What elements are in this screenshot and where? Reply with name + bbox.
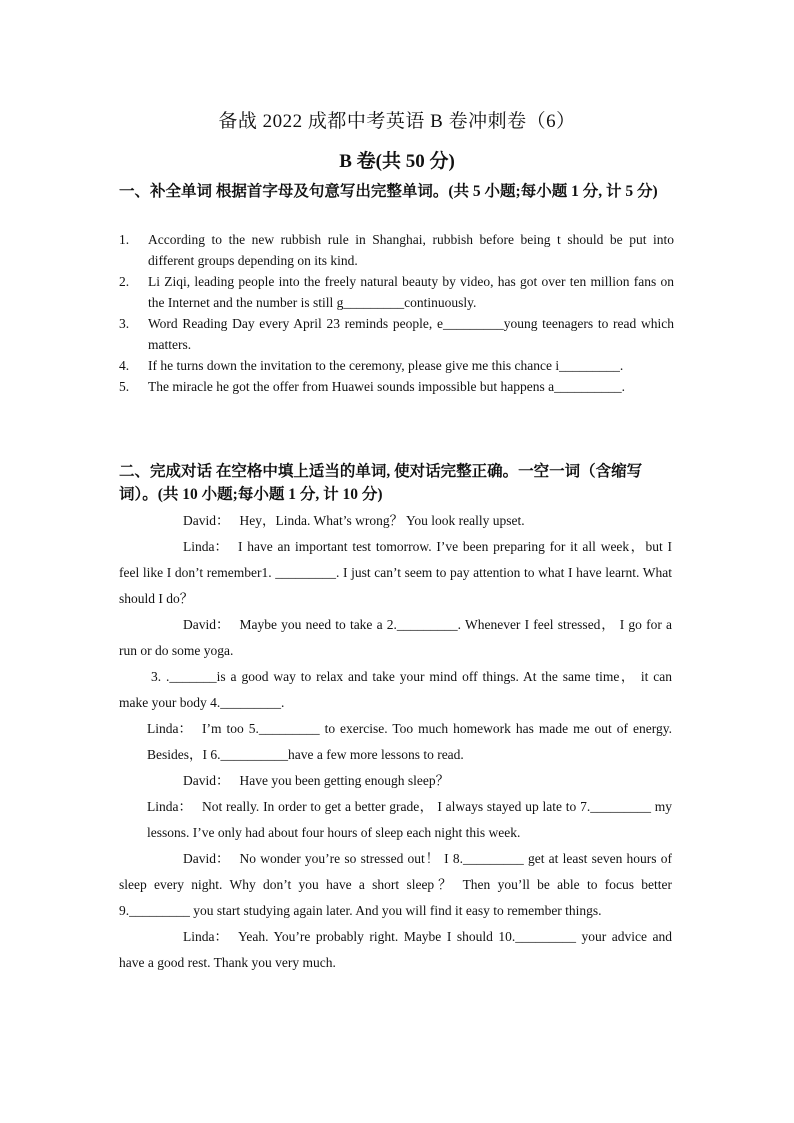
question-text: Li Ziqi, leading people into the freely natural beauty by video, has got over ten million fans on the Internet and the number is still g_________continuously. bbox=[148, 274, 674, 310]
document-title: 备战 2022 成都中考英语 B 卷冲刺卷（6） bbox=[218, 111, 576, 132]
dialogue-line bbox=[119, 846, 672, 924]
question-item bbox=[119, 355, 674, 376]
dialogue-text: Maybe you need to take a 2._________. Whenever I feel stressed， I go for a run or do some yoga. bbox=[119, 617, 672, 658]
question-item bbox=[119, 229, 674, 271]
dialogue-line bbox=[119, 612, 672, 664]
dialogue-line bbox=[119, 716, 672, 768]
dialogue-text: Not really. In order to get a better grade， I always stayed up late to 7._________ my lessons. I’ve only had about four hours of sleep each night this week. bbox=[147, 799, 672, 840]
question-text: If he turns down the invitation to the ceremony, please give me this chance i_________. bbox=[148, 358, 624, 373]
section2-heading: 二、完成对话 在空格中填上适当的单词, 使对话完整正确。一空一词（含缩写词）。(共 10 小题;每小题 1 分, 计 10 分) bbox=[119, 463, 643, 503]
question-number: 2. bbox=[119, 274, 130, 289]
dialogue-line bbox=[119, 534, 672, 612]
dialogue-text: 3. ._______is a good way to relax and take your mind off things. At the same time， it can make your body 4._________. bbox=[119, 669, 672, 710]
question-number: 1. bbox=[119, 232, 130, 247]
dialogue-speaker: David： bbox=[183, 851, 230, 866]
question-item bbox=[119, 271, 674, 313]
dialogue-text: Yeah. You’re probably right. Maybe I should 10._________ your advice and have a good rest. Thank you very much. bbox=[119, 929, 672, 970]
section1-question-list bbox=[119, 229, 674, 397]
dialogue-speaker: David： bbox=[183, 513, 230, 528]
question-item bbox=[119, 313, 674, 355]
dialogue-line bbox=[119, 768, 672, 794]
dialogue-speaker: Linda： bbox=[147, 799, 192, 814]
dialogue-text: No wonder you’re so stressed out！ I 8._________ get at least seven hours of sleep every night. Why don’t you have a short sleep？ Then you’ll be able to focus better 9._________ you start studying again later. And you will find it easy to remember things. bbox=[119, 851, 672, 918]
section1-heading: 一、补全单词 根据首字母及句意写出完整单词。(共 5 小题;每小题 1 分, 计 5 分) bbox=[119, 183, 658, 200]
question-number: 4. bbox=[119, 358, 130, 373]
dialogue-line bbox=[119, 794, 672, 846]
question-number: 3. bbox=[119, 316, 130, 331]
dialogue-text: I’m too 5._________ to exercise. Too much homework has made me out of energy. Besides，I 6.__________have a few more lessons to read. bbox=[147, 721, 672, 762]
dialogue-speaker: David： bbox=[183, 773, 230, 788]
dialogue-speaker: Linda： bbox=[183, 929, 228, 944]
dialogue-speaker: Linda： bbox=[183, 539, 228, 554]
dialogue-speaker: Linda： bbox=[147, 721, 192, 736]
dialogue-text: Hey，Linda. What’s wrong？ You look really upset. bbox=[239, 513, 525, 528]
question-item bbox=[119, 376, 674, 397]
dialogue-line bbox=[119, 664, 672, 716]
dialogue bbox=[119, 508, 672, 976]
question-text: Word Reading Day every April 23 reminds people, e_________young teenagers to read which matters. bbox=[148, 316, 674, 352]
question-text: According to the new rubbish rule in Shanghai, rubbish before being t should be put into different groups depending on its kind. bbox=[148, 232, 674, 268]
question-text: The miracle he got the offer from Huawei sounds impossible but happens a__________. bbox=[148, 379, 626, 394]
question-number: 5. bbox=[119, 379, 130, 394]
dialogue-text: I have an important test tomorrow. I’ve been preparing for it all week，but I feel like I don’t remember1. _________. I just can’t seem to pay attention to what I have learnt. What should I do？ bbox=[119, 539, 672, 606]
dialogue-speaker: David： bbox=[183, 617, 230, 632]
document-subtitle: B 卷(共 50 分) bbox=[339, 151, 455, 172]
dialogue-line bbox=[119, 508, 672, 534]
dialogue-line bbox=[119, 924, 672, 976]
dialogue-text: Have you been getting enough sleep？ bbox=[239, 773, 450, 788]
